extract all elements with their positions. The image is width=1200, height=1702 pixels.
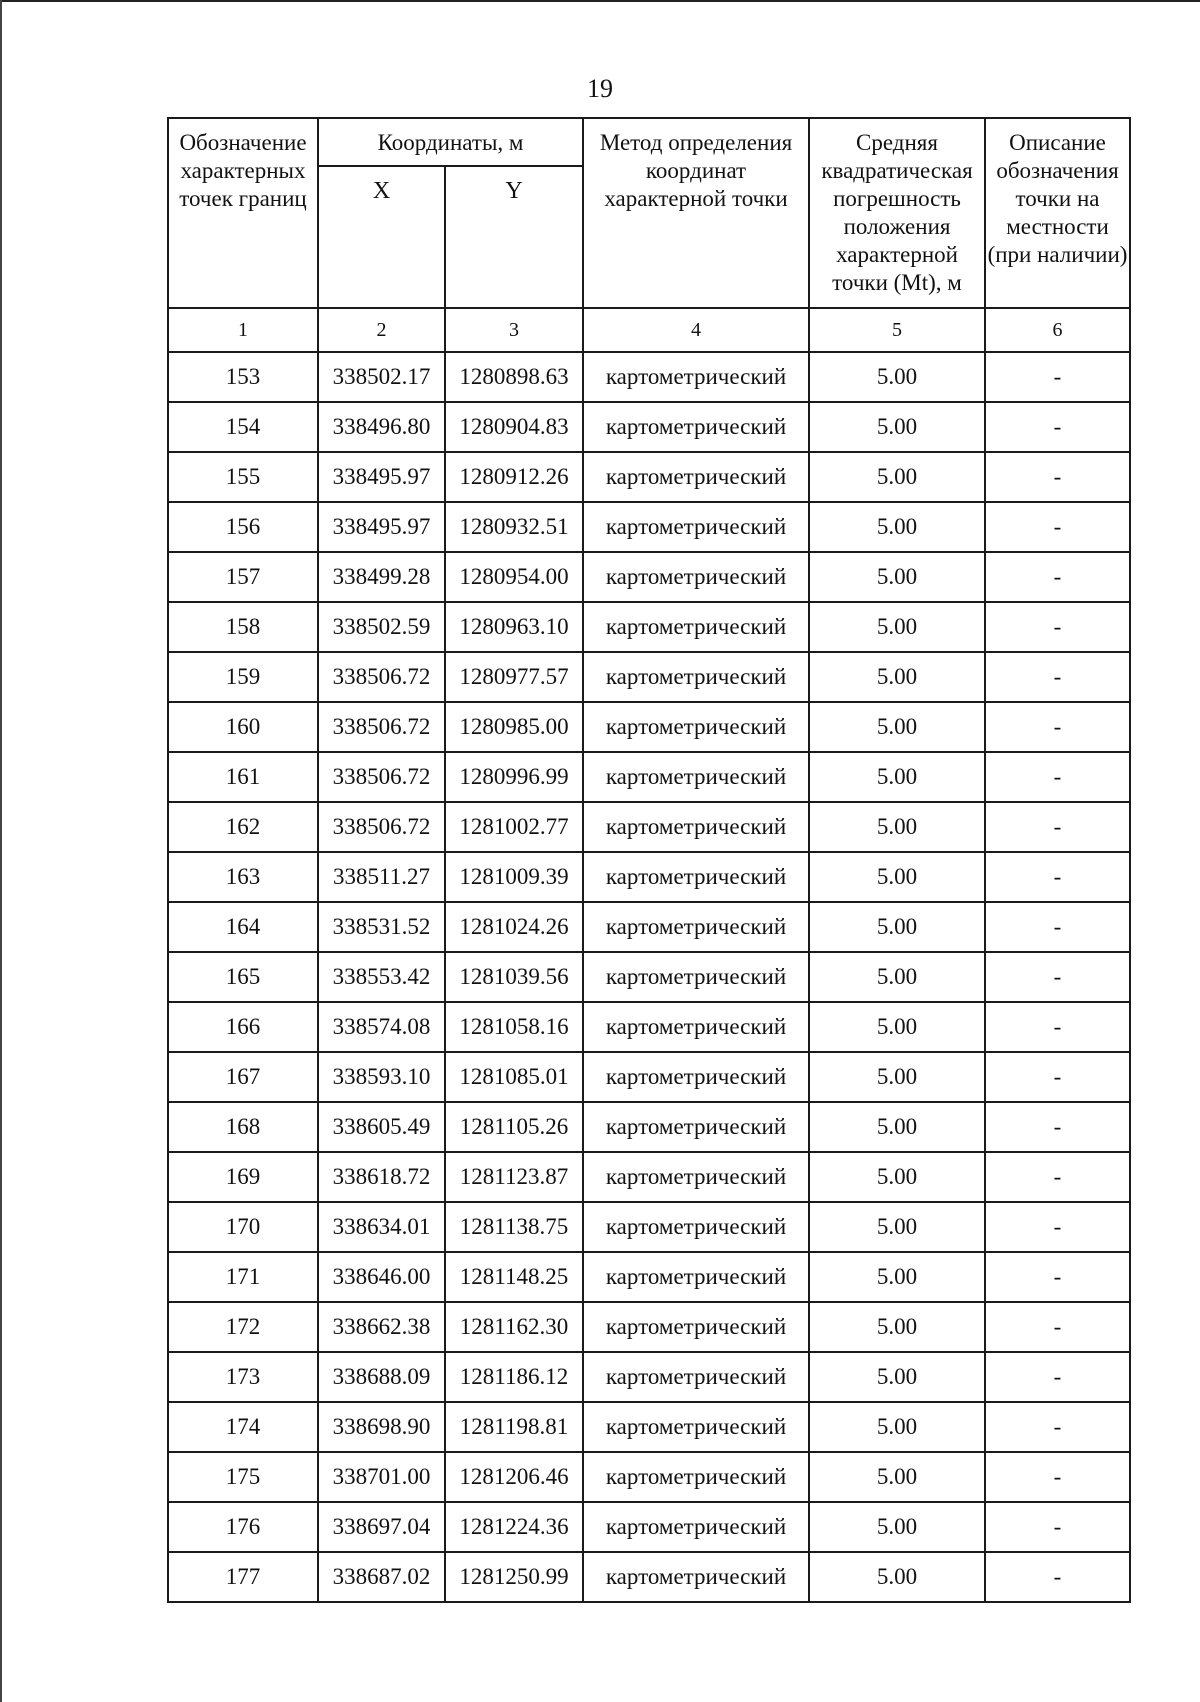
header-method: Метод определения координат характерной точки [583, 118, 809, 308]
point-number-cell: 167 [168, 1052, 318, 1102]
x-coordinate-cell: 338593.10 [318, 1052, 445, 1102]
table-body [168, 308, 1130, 1602]
method-cell: картометрический [583, 752, 809, 802]
y-coordinate-cell: 1281148.25 [445, 1252, 583, 1302]
table-row [168, 952, 1130, 1002]
y-coordinate-cell: 1280912.26 [445, 452, 583, 502]
method-cell: картометрический [583, 1052, 809, 1102]
y-coordinate-cell: 1280996.99 [445, 752, 583, 802]
description-cell: - [985, 702, 1130, 752]
mean-error-cell: 5.00 [809, 1052, 985, 1102]
description-cell: - [985, 352, 1130, 402]
method-cell: картометрический [583, 702, 809, 752]
description-cell: - [985, 902, 1130, 952]
method-cell: картометрический [583, 952, 809, 1002]
description-cell: - [985, 452, 1130, 502]
column-number: 4 [583, 308, 809, 352]
method-cell: картометрический [583, 1102, 809, 1152]
x-coordinate-cell: 338531.52 [318, 902, 445, 952]
x-coordinate-cell: 338506.72 [318, 652, 445, 702]
point-number-cell: 172 [168, 1302, 318, 1352]
point-number-cell: 158 [168, 602, 318, 652]
description-cell: - [985, 1352, 1130, 1402]
y-coordinate-cell: 1280977.57 [445, 652, 583, 702]
table-row [168, 1502, 1130, 1552]
table-row [168, 402, 1130, 452]
mean-error-cell: 5.00 [809, 1202, 985, 1252]
header-point-designation: Обозначение характерных точек границ [168, 118, 318, 308]
description-cell: - [985, 802, 1130, 852]
table-row [168, 352, 1130, 402]
method-cell: картометрический [583, 802, 809, 852]
mean-error-cell: 5.00 [809, 1452, 985, 1502]
method-cell: картометрический [583, 1502, 809, 1552]
description-cell: - [985, 1402, 1130, 1452]
mean-error-cell: 5.00 [809, 1402, 985, 1452]
method-cell: картометрический [583, 652, 809, 702]
point-number-cell: 162 [168, 802, 318, 852]
point-number-cell: 153 [168, 352, 318, 402]
y-coordinate-cell: 1281250.99 [445, 1552, 583, 1602]
method-cell: картометрический [583, 452, 809, 502]
x-coordinate-cell: 338687.02 [318, 1552, 445, 1602]
column-number: 1 [168, 308, 318, 352]
description-cell: - [985, 1152, 1130, 1202]
y-coordinate-cell: 1281085.01 [445, 1052, 583, 1102]
description-cell: - [985, 1102, 1130, 1152]
point-number-cell: 169 [168, 1152, 318, 1202]
point-number-cell: 156 [168, 502, 318, 552]
point-number-cell: 159 [168, 652, 318, 702]
method-cell: картометрический [583, 1352, 809, 1402]
header-x: X [318, 166, 445, 308]
description-cell: - [985, 652, 1130, 702]
y-coordinate-cell: 1280898.63 [445, 352, 583, 402]
method-cell: картометрический [583, 402, 809, 452]
description-cell: - [985, 1052, 1130, 1102]
mean-error-cell: 5.00 [809, 802, 985, 852]
column-number: 6 [985, 308, 1130, 352]
mean-error-cell: 5.00 [809, 1252, 985, 1302]
table-row [168, 1552, 1130, 1602]
mean-error-cell: 5.00 [809, 1302, 985, 1352]
x-coordinate-cell: 338506.72 [318, 802, 445, 852]
header-y: Y [445, 166, 583, 308]
table-row [168, 1052, 1130, 1102]
x-coordinate-cell: 338634.01 [318, 1202, 445, 1252]
table-row [168, 1152, 1130, 1202]
point-number-cell: 161 [168, 752, 318, 802]
method-cell: картометрический [583, 1402, 809, 1452]
x-coordinate-cell: 338646.00 [318, 1252, 445, 1302]
description-cell: - [985, 752, 1130, 802]
y-coordinate-cell: 1281186.12 [445, 1352, 583, 1402]
y-coordinate-cell: 1281002.77 [445, 802, 583, 852]
x-coordinate-cell: 338697.04 [318, 1502, 445, 1552]
point-number-cell: 164 [168, 902, 318, 952]
x-coordinate-cell: 338495.97 [318, 502, 445, 552]
column-number: 3 [445, 308, 583, 352]
table-row [168, 1452, 1130, 1502]
table-row [168, 1252, 1130, 1302]
method-cell: картометрический [583, 1202, 809, 1252]
table-row [168, 902, 1130, 952]
x-coordinate-cell: 338502.59 [318, 602, 445, 652]
column-number: 5 [809, 308, 985, 352]
method-cell: картометрический [583, 1452, 809, 1502]
point-number-cell: 168 [168, 1102, 318, 1152]
x-coordinate-cell: 338701.00 [318, 1452, 445, 1502]
method-cell: картометрический [583, 352, 809, 402]
mean-error-cell: 5.00 [809, 652, 985, 702]
method-cell: картометрический [583, 1302, 809, 1352]
y-coordinate-cell: 1281138.75 [445, 1202, 583, 1252]
point-number-cell: 175 [168, 1452, 318, 1502]
point-number-cell: 154 [168, 402, 318, 452]
mean-error-cell: 5.00 [809, 952, 985, 1002]
mean-error-cell: 5.00 [809, 352, 985, 402]
description-cell: - [985, 952, 1130, 1002]
column-number-row [168, 308, 1130, 352]
method-cell: картометрический [583, 552, 809, 602]
description-cell: - [985, 1552, 1130, 1602]
description-cell: - [985, 552, 1130, 602]
y-coordinate-cell: 1281162.30 [445, 1302, 583, 1352]
y-coordinate-cell: 1281224.36 [445, 1502, 583, 1552]
method-cell: картометрический [583, 1152, 809, 1202]
mean-error-cell: 5.00 [809, 1002, 985, 1052]
point-number-cell: 165 [168, 952, 318, 1002]
table-row [168, 502, 1130, 552]
description-cell: - [985, 1502, 1130, 1552]
table-row [168, 452, 1130, 502]
y-coordinate-cell: 1281039.56 [445, 952, 583, 1002]
y-coordinate-cell: 1280985.00 [445, 702, 583, 752]
header-mean-error: Средняя квадратическая погрешность положения характерной точки (Mt), м [809, 118, 985, 308]
y-coordinate-cell: 1281009.39 [445, 852, 583, 902]
table-row [168, 602, 1130, 652]
mean-error-cell: 5.00 [809, 902, 985, 952]
description-cell: - [985, 1302, 1130, 1352]
y-coordinate-cell: 1280904.83 [445, 402, 583, 452]
description-cell: - [985, 852, 1130, 902]
header-row [168, 118, 1130, 166]
table-row [168, 652, 1130, 702]
description-cell: - [985, 502, 1130, 552]
table-row [168, 1102, 1130, 1152]
y-coordinate-cell: 1281024.26 [445, 902, 583, 952]
point-number-cell: 171 [168, 1252, 318, 1302]
point-number-cell: 160 [168, 702, 318, 752]
page-number: 19 [587, 74, 613, 103]
point-number-cell: 166 [168, 1002, 318, 1052]
mean-error-cell: 5.00 [809, 752, 985, 802]
description-cell: - [985, 1202, 1130, 1252]
mean-error-cell: 5.00 [809, 502, 985, 552]
table-row [168, 1402, 1130, 1452]
point-number-cell: 157 [168, 552, 318, 602]
x-coordinate-cell: 338499.28 [318, 552, 445, 602]
mean-error-cell: 5.00 [809, 1352, 985, 1402]
table-row [168, 1202, 1130, 1252]
mean-error-cell: 5.00 [809, 852, 985, 902]
method-cell: картометрический [583, 602, 809, 652]
x-coordinate-cell: 338618.72 [318, 1152, 445, 1202]
y-coordinate-cell: 1281198.81 [445, 1402, 583, 1452]
point-number-cell: 163 [168, 852, 318, 902]
description-cell: - [985, 1252, 1130, 1302]
page-left-border [0, 0, 2, 1702]
mean-error-cell: 5.00 [809, 402, 985, 452]
x-coordinate-cell: 338502.17 [318, 352, 445, 402]
x-coordinate-cell: 338495.97 [318, 452, 445, 502]
table-row [168, 752, 1130, 802]
table-row [168, 1002, 1130, 1052]
point-number-cell: 174 [168, 1402, 318, 1452]
x-coordinate-cell: 338553.42 [318, 952, 445, 1002]
x-coordinate-cell: 338662.38 [318, 1302, 445, 1352]
x-coordinate-cell: 338698.90 [318, 1402, 445, 1452]
mean-error-cell: 5.00 [809, 1102, 985, 1152]
y-coordinate-cell: 1280954.00 [445, 552, 583, 602]
method-cell: картометрический [583, 1252, 809, 1302]
x-coordinate-cell: 338506.72 [318, 702, 445, 752]
x-coordinate-cell: 338688.09 [318, 1352, 445, 1402]
mean-error-cell: 5.00 [809, 452, 985, 502]
mean-error-cell: 5.00 [809, 702, 985, 752]
method-cell: картометрический [583, 852, 809, 902]
method-cell: картометрический [583, 1552, 809, 1602]
header-coordinates: Координаты, м [318, 118, 583, 166]
column-number: 2 [318, 308, 445, 352]
mean-error-cell: 5.00 [809, 552, 985, 602]
description-cell: - [985, 1002, 1130, 1052]
table-row [168, 802, 1130, 852]
mean-error-cell: 5.00 [809, 1502, 985, 1552]
method-cell: картометрический [583, 502, 809, 552]
y-coordinate-cell: 1280963.10 [445, 602, 583, 652]
table-row [168, 1352, 1130, 1402]
x-coordinate-cell: 338506.72 [318, 752, 445, 802]
table-row [168, 852, 1130, 902]
table-row [168, 702, 1130, 752]
x-coordinate-cell: 338511.27 [318, 852, 445, 902]
x-coordinate-cell: 338605.49 [318, 1102, 445, 1152]
table-row [168, 552, 1130, 602]
x-coordinate-cell: 338574.08 [318, 1002, 445, 1052]
table-row [168, 1302, 1130, 1352]
x-coordinate-cell: 338496.80 [318, 402, 445, 452]
point-number-cell: 170 [168, 1202, 318, 1252]
point-number-cell: 173 [168, 1352, 318, 1402]
y-coordinate-cell: 1281105.26 [445, 1102, 583, 1152]
point-number-cell: 176 [168, 1502, 318, 1552]
page-top-border [0, 0, 1200, 2]
mean-error-cell: 5.00 [809, 602, 985, 652]
mean-error-cell: 5.00 [809, 1552, 985, 1602]
description-cell: - [985, 1452, 1130, 1502]
description-cell: - [985, 602, 1130, 652]
header-description: Описание обозначения точки на местности (при наличии) [985, 118, 1130, 308]
point-number-cell: 155 [168, 452, 318, 502]
point-number-cell: 177 [168, 1552, 318, 1602]
y-coordinate-cell: 1281206.46 [445, 1452, 583, 1502]
y-coordinate-cell: 1281058.16 [445, 1002, 583, 1052]
y-coordinate-cell: 1280932.51 [445, 502, 583, 552]
boundary-points-table [167, 117, 1131, 1603]
mean-error-cell: 5.00 [809, 1152, 985, 1202]
method-cell: картометрический [583, 1002, 809, 1052]
y-coordinate-cell: 1281123.87 [445, 1152, 583, 1202]
method-cell: картометрический [583, 902, 809, 952]
description-cell: - [985, 402, 1130, 452]
